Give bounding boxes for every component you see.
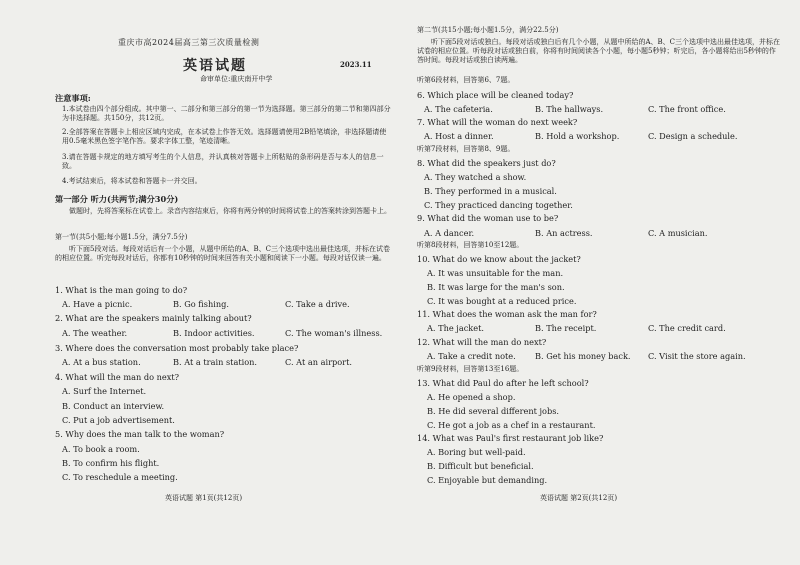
- question-12: 12. What will the man do next?: [417, 337, 547, 347]
- q10-option-a: A. It was unsuitable for the man.: [427, 268, 564, 278]
- part1-intro: 做题时，先将答案标在试卷上。录音内容结束后，你将有两分钟的时间将试卷上的答案转涂到答题卡上。: [69, 207, 391, 215]
- question-6: 6. Which place will be cleaned today?: [417, 90, 574, 100]
- q12-option-a: A. Take a credit note.: [427, 351, 516, 361]
- question-10: 10. What do we know about the jacket?: [417, 254, 581, 264]
- note-2: 2.全部答案在答题卡上相应区域内完成，在本试卷上作答无效。选择题请使用2B铅笔填涂，非选择题请使用0.5毫米黑色签字笔作答。要求字体工整，笔迹清晰。: [62, 128, 387, 145]
- question-11: 11. What does the woman ask the man for?: [417, 309, 597, 319]
- q2-option-b: B. Indoor activities.: [173, 328, 255, 338]
- question-3: 3. Where does the conversation most probably take place?: [55, 343, 299, 353]
- q1-option-a: A. Have a picnic.: [62, 299, 133, 309]
- question-7: 7. What will the woman do next week?: [417, 117, 578, 127]
- question-13: 13. What did Paul do after he left school?: [417, 378, 589, 388]
- audio-9-instruction: 听第9段材料，回答第13至16题。: [417, 365, 524, 373]
- q10-option-b: B. It was large for the man's son.: [427, 282, 565, 292]
- q7-option-b: B. Hold a workshop.: [535, 131, 620, 141]
- question-5: 5. Why does the man talk to the woman?: [55, 429, 225, 439]
- q11-option-b: B. The receipt.: [535, 323, 597, 333]
- audio-8-instruction: 听第8段材料，回答第10至12题。: [417, 241, 524, 249]
- q7-option-a: A. Host a dinner.: [424, 131, 494, 141]
- q11-option-a: A. The jacket.: [427, 323, 485, 333]
- q1-option-c: C. Take a drive.: [285, 299, 350, 309]
- q3-option-c: C. At an airport.: [285, 357, 352, 367]
- question-9: 9. What did the woman use to be?: [417, 213, 559, 223]
- q5-option-b: B. To confirm his flight.: [62, 458, 160, 468]
- q13-option-b: B. He did several different jobs.: [427, 406, 560, 416]
- q13-option-c: C. He got a job as a chef in a restaurant.: [427, 420, 596, 430]
- q5-option-a: A. To book a room.: [62, 444, 140, 454]
- q14-option-c: C. Enjoyable but demanding.: [427, 475, 548, 485]
- section1-heading: 第一节(共5小题;每小题1.5分，满分7.5分): [55, 233, 188, 241]
- q9-option-a: A. A dancer.: [424, 228, 475, 238]
- exam-date: 2023.11: [340, 60, 372, 69]
- page-2: [400, 0, 800, 565]
- page-1-footer: 英语试题 第1页(共12页): [165, 494, 243, 502]
- q4-option-c: C. Put a job advertisement.: [62, 415, 175, 425]
- question-14: 14. What was Paul's first restaurant job like?: [417, 433, 604, 443]
- section2-heading: 第二节(共15小题;每小题1.5分，满分22.5分): [417, 26, 559, 34]
- exam-header-line: 重庆市高2024届高三第三次质量检测: [118, 38, 260, 47]
- q3-option-a: A. At a bus station.: [62, 357, 141, 367]
- section2-intro: 听下面5段对话或独白。每段对话或独白后有几个小题，从题中所给的A、B、C三个选项中选出最佳选项，并标在试卷的相应位置。听每段对话或独白前，你将有时间阅读各个小题，每小题5秒钟；听完后，各小题将给出5秒钟的作答时间。每段对话或独白读两遍。: [417, 38, 781, 64]
- q2-option-a: A. The weather.: [62, 328, 128, 338]
- note-3: 3.请在答题卡规定的地方填写考生的个人信息，并认真核对答题卡上所粘贴的条形码是否与本人的信息一致。: [62, 153, 384, 170]
- q7-option-c: C. Design a schedule.: [648, 131, 738, 141]
- note-1: 1.本试卷由四个部分组成。其中第一、二部分和第三部分的第一节为选择题。第三部分的第二节和第四部分为非选择题。共150分，共12页。: [62, 105, 391, 122]
- question-8: 8. What did the speakers just do?: [417, 158, 556, 168]
- q8-option-b: B. They performed in a musical.: [424, 186, 557, 196]
- q10-option-c: C. It was bought at a reduced price.: [427, 296, 577, 306]
- q11-option-c: C. The credit card.: [648, 323, 726, 333]
- question-1: 1. What is the man going to do?: [55, 285, 188, 295]
- q8-option-a: A. They watched a show.: [424, 172, 527, 182]
- question-4: 4. What will the man do next?: [55, 372, 180, 382]
- note-4: 4.考试结束后，将本试卷和答题卡一并交回。: [62, 177, 202, 185]
- q6-option-c: C. The front office.: [648, 104, 726, 114]
- setter-line: 命审单位:重庆南开中学: [200, 75, 273, 83]
- page-2-footer: 英语试题 第2页(共12页): [540, 494, 618, 502]
- q3-option-b: B. At a train station.: [173, 357, 258, 367]
- audio-6-instruction: 听第6段材料，回答第6、7题。: [417, 76, 515, 84]
- q13-option-a: A. He opened a shop.: [427, 392, 516, 402]
- q5-option-c: C. To reschedule a meeting.: [62, 472, 178, 482]
- page-title: 英语试题: [183, 58, 247, 74]
- section1-intro: 听下面5段对话。每段对话后有一个小题，从题中所给的A、B、C三个选项中选出最佳选项，并标在试卷的相应位置。听完每段对话后，你都有10秒钟的时间来回答有关小题和阅读下一小题。每段对话仅读一遍。: [55, 245, 391, 262]
- q4-option-b: B. Conduct an interview.: [62, 401, 165, 411]
- q9-option-b: B. An actress.: [535, 228, 593, 238]
- question-2: 2. What are the speakers mainly talking about?: [55, 313, 252, 323]
- q2-option-c: C. The woman's illness.: [285, 328, 383, 338]
- notes-heading: 注意事项:: [55, 93, 91, 103]
- part1-heading: 第一部分 听力(共两节;满分30分): [55, 194, 179, 204]
- audio-7-instruction: 听第7段材料，回答第8、9题。: [417, 145, 515, 153]
- q6-option-b: B. The hallways.: [535, 104, 604, 114]
- q9-option-c: C. A musician.: [648, 228, 708, 238]
- q6-option-a: A. The cafeteria.: [424, 104, 493, 114]
- q12-option-c: C. Visit the store again.: [648, 351, 746, 361]
- q14-option-a: A. Boring but well-paid.: [427, 447, 526, 457]
- q14-option-b: B. Difficult but beneficial.: [427, 461, 534, 471]
- q4-option-a: A. Surf the Internet.: [62, 386, 147, 396]
- q8-option-c: C. They practiced dancing together.: [424, 200, 573, 210]
- q12-option-b: B. Get his money back.: [535, 351, 631, 361]
- q1-option-b: B. Go fishing.: [173, 299, 229, 309]
